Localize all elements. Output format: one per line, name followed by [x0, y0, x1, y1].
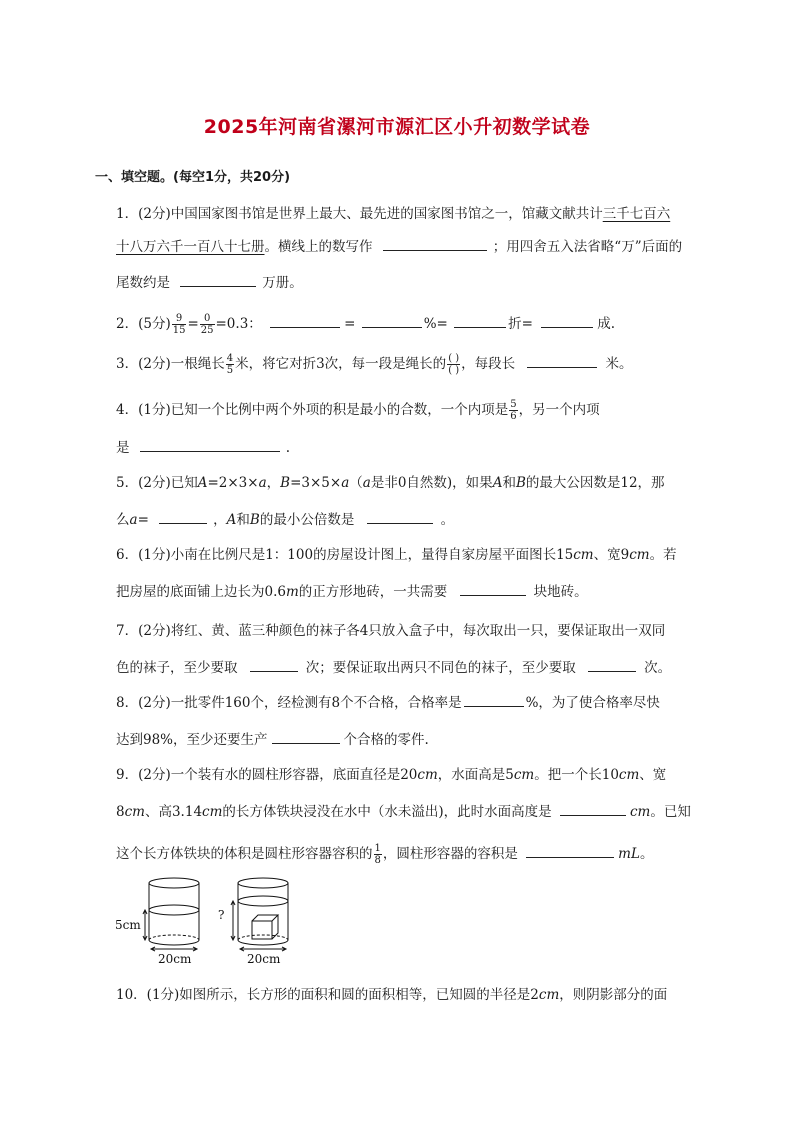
q9-line-1 [116, 765, 666, 785]
q8-answer-blank-2[interactable] [272, 729, 340, 744]
q3-answer-num[interactable]: ( ) [448, 353, 460, 364]
q5-comma: ， [266, 475, 281, 491]
q5-var-a-upper: A [197, 475, 208, 491]
q3-line [116, 353, 632, 376]
q5-var-b-upper-3: B [249, 512, 260, 528]
q9-text-f: 、高3.14 [144, 804, 203, 820]
q2-blank-percent[interactable] [362, 313, 422, 328]
q9-unit-4: cm [124, 804, 145, 820]
q4-answer-blank[interactable] [140, 437, 280, 452]
q5-period: 。 [440, 512, 455, 528]
q2-percent: %= [423, 316, 448, 332]
q4-frac-den: 6 [510, 411, 517, 422]
q9-unit-7: mL [618, 846, 640, 862]
q9-text-k: 。 [639, 846, 654, 862]
q5-var-a-upper-2: A [492, 475, 503, 491]
q8-text-c: 达到98%，至少还要生产 [116, 732, 268, 748]
q5-var-a: a [258, 475, 267, 491]
q5-text: 5．(2分)已知 [116, 475, 198, 491]
q1-text-c: ；用四舍五入法省略“万”后面的 [492, 239, 683, 255]
q5-text-f: 的最小公倍数是 [259, 512, 355, 528]
q9-answer-blank-2[interactable] [526, 843, 614, 858]
q2-frac2-num: 0 [200, 313, 215, 325]
q3-frac-den: 5 [226, 365, 234, 376]
q2-fraction-2 [200, 313, 215, 336]
q9-fraction [374, 843, 382, 866]
q7-line-1 [116, 621, 665, 641]
q3-answer-den[interactable]: ( ) [448, 365, 460, 376]
q2-text: 2．(5分) [116, 316, 171, 332]
q5-and: 和 [502, 475, 516, 491]
q1-text-d: 尾数约是 [116, 275, 170, 291]
q4-fraction [509, 399, 517, 422]
q5-var-b-upper: B [280, 475, 291, 491]
q3-frac-num: 4 [226, 353, 234, 364]
q2-blank-ratio[interactable] [270, 313, 340, 328]
q2-blank-discount[interactable] [454, 313, 506, 328]
q9-unit-6: cm [629, 804, 651, 820]
q5-var-a-3: a [362, 475, 371, 491]
q9-unit-1: cm [417, 767, 438, 783]
q6-text-f: 块地砖。 [533, 584, 588, 600]
q9-text-i: 这个长方体铁块的体积是圆柱形容器容积的 [116, 846, 373, 862]
q4-line-2 [116, 437, 290, 458]
q4-frac-num: 5 [510, 399, 517, 410]
q9-text-g: 的长方体铁块浸没在水中（水未溢出)，此时水面高度是 [222, 804, 552, 820]
q9-text: 9．(2分)一个装有水的圆柱形容器，底面直径是20 [116, 767, 418, 783]
q1-underlined-number: 三千七百六 [602, 206, 671, 222]
q1-line-1 [116, 204, 670, 224]
q9-text-j: ，圆柱形容器的容积是 [382, 846, 518, 862]
q6-answer-blank[interactable] [460, 581, 526, 596]
q3-text-b: 米，将它对折3次，每一段是绳长的 [235, 356, 447, 372]
q1-line-2 [116, 236, 682, 257]
q5-answer-blank-1[interactable] [159, 509, 207, 524]
q5-line-2 [116, 509, 454, 530]
q9-unit-5: cm [202, 804, 223, 820]
q5-text-c: 么 [116, 512, 130, 528]
q5-and-2: 和 [236, 512, 250, 528]
q2-frac2-den: 25 [200, 325, 214, 336]
q7-text-b: 色的袜子，至少要取 [116, 660, 238, 676]
q9-line-3 [116, 843, 653, 866]
section-heading: 一、填空题。(每空1分，共20分) [95, 170, 291, 185]
q5-var-a-upper-3: A [226, 512, 237, 528]
q3-text: 3．(2分)一根绳长 [116, 356, 225, 372]
q3-fraction [226, 353, 234, 376]
q2-discount: 折= [508, 316, 533, 332]
q5-expr-1: =2×3× [207, 475, 259, 491]
q4-text-c: 是 [116, 440, 130, 456]
q6-text-c: 。若 [649, 547, 677, 563]
q4-line-1 [116, 399, 600, 422]
q8-answer-blank-1[interactable] [464, 692, 524, 707]
q6-unit-3: m [285, 584, 299, 600]
q9-text-b: ，水面高是5 [437, 767, 514, 783]
q9-text-d: 、宽 [639, 767, 667, 783]
q10-text: 10．(1分)如图所示，长方形的面积和圆的面积相等，已知圆的半径是2 [116, 987, 539, 1003]
q5-var-a-2: a [341, 475, 350, 491]
q10-line [116, 985, 667, 1005]
q1-text-e: 万册。 [262, 275, 303, 291]
q9-unit-2: cm [513, 767, 535, 783]
q9-text-h: 。已知 [650, 804, 691, 820]
q7-text: 7．(2分)将红、黄、蓝三种颜色的袜子各4只放入盒子中，每次取出一只，要保证取出一双同 [116, 623, 666, 639]
q6-text-d: 把房屋的底面铺上边长为0.6 [116, 584, 286, 600]
q6-unit-2: cm [629, 547, 650, 563]
q1-text-b: 。横线上的数写作 [264, 239, 373, 255]
left-height-label: 5cm [115, 918, 141, 932]
q1-underlined-number-cont: 十八万六千一百八十七册 [116, 239, 265, 255]
q3-answer-blank[interactable] [527, 353, 597, 368]
q2-equals-2: = [344, 316, 356, 332]
q9-unit-3: cm [618, 767, 640, 783]
q8-text: 8．(2分)一批零件160个，经检测有8个不合格，合格率是 [116, 695, 462, 711]
q9-frac-num: 1 [374, 843, 381, 854]
q6-line-1 [116, 545, 677, 565]
q3-answer-fraction[interactable] [447, 353, 460, 376]
q6-text-e: 的正方形地砖，一共需要 [298, 584, 448, 600]
q3-text-d: 米。 [605, 356, 633, 372]
q6-unit-1: cm [573, 547, 594, 563]
q7-answer-blank-1[interactable] [250, 657, 298, 672]
q7-text-c: 次；要保证取出两只不同色的袜子，至少要取 [305, 660, 576, 676]
q1-line-3 [116, 272, 303, 293]
q5-answer-blank-2[interactable] [367, 509, 433, 524]
q7-text-d: 次。 [644, 660, 672, 676]
q7-answer-blank-2[interactable] [588, 657, 636, 672]
q5-condition: 是非0自然数)，如果 [370, 475, 493, 491]
q7-line-2 [116, 657, 671, 678]
q5-var-a-4: a [129, 512, 138, 528]
q5-equals: = [137, 512, 149, 528]
left-cylinder [143, 878, 199, 951]
q2-blank-tenths[interactable] [541, 313, 593, 328]
q10-unit: cm [538, 987, 560, 1003]
q9-frac-den: 8 [374, 855, 381, 866]
q8-text-d: 个合格的零件. [343, 732, 429, 748]
q9-text-e: 8 [116, 804, 125, 820]
q2-equals: = [187, 316, 199, 332]
cylinder-figure [113, 874, 313, 966]
q6-line-2 [116, 581, 588, 602]
q5-paren-open: （ [349, 475, 363, 491]
q5-expr-2: =3×5× [290, 475, 342, 491]
q2-tenths: 成. [597, 316, 616, 332]
q2-frac1-num: 9 [172, 313, 187, 325]
q2-frac1-den: 15 [172, 325, 186, 336]
q9-line-2 [116, 801, 691, 822]
q4-text: 4．(1分)已知一个比例中两个外项的积是最小的合数，一个内项是 [116, 402, 509, 418]
q8-text-b: %，为了使合格率尽快 [525, 695, 660, 711]
q4-period: . [285, 440, 291, 456]
q2-line [116, 313, 615, 336]
q8-line-2 [116, 729, 429, 750]
page-title: 2025年河南省漯河市源汇区小升初数学试卷 [203, 116, 591, 138]
right-cylinder [231, 878, 288, 951]
q5-text-b: 的最大公因数是12，那 [525, 475, 665, 491]
q1-text: 1．(2分)中国国家图书馆是世界上最大、最先进的国家图书馆之一，馆藏文献共计 [116, 206, 603, 222]
q6-text-b: 、宽9 [593, 547, 630, 563]
q1-answer-blank-2[interactable] [180, 272, 256, 287]
q9-text-c: 。把一个长10 [534, 767, 619, 783]
left-width-label: 20cm [158, 952, 192, 966]
q1-answer-blank-1[interactable] [383, 236, 487, 251]
q2-fraction-1 [172, 313, 187, 336]
q5-var-b-upper-2: B [515, 475, 526, 491]
q10-text-b: ，则阴影部分的面 [559, 987, 668, 1003]
q8-line-1 [116, 692, 660, 713]
q2-text-b: =0.3： [215, 316, 262, 332]
q4-text-b: ，另一个内项 [518, 402, 600, 418]
q5-comma-2: ， [213, 512, 227, 528]
right-width-label: 20cm [247, 952, 281, 966]
q9-answer-blank-1[interactable] [560, 801, 626, 816]
q3-text-c: ，每段长 [461, 356, 516, 372]
q6-text: 6．(1分)小南在比例尺是1：100的房屋设计图上，量得自家房屋平面图长15 [116, 547, 574, 563]
right-height-label: ? [218, 908, 225, 922]
q5-line-1 [116, 473, 665, 493]
